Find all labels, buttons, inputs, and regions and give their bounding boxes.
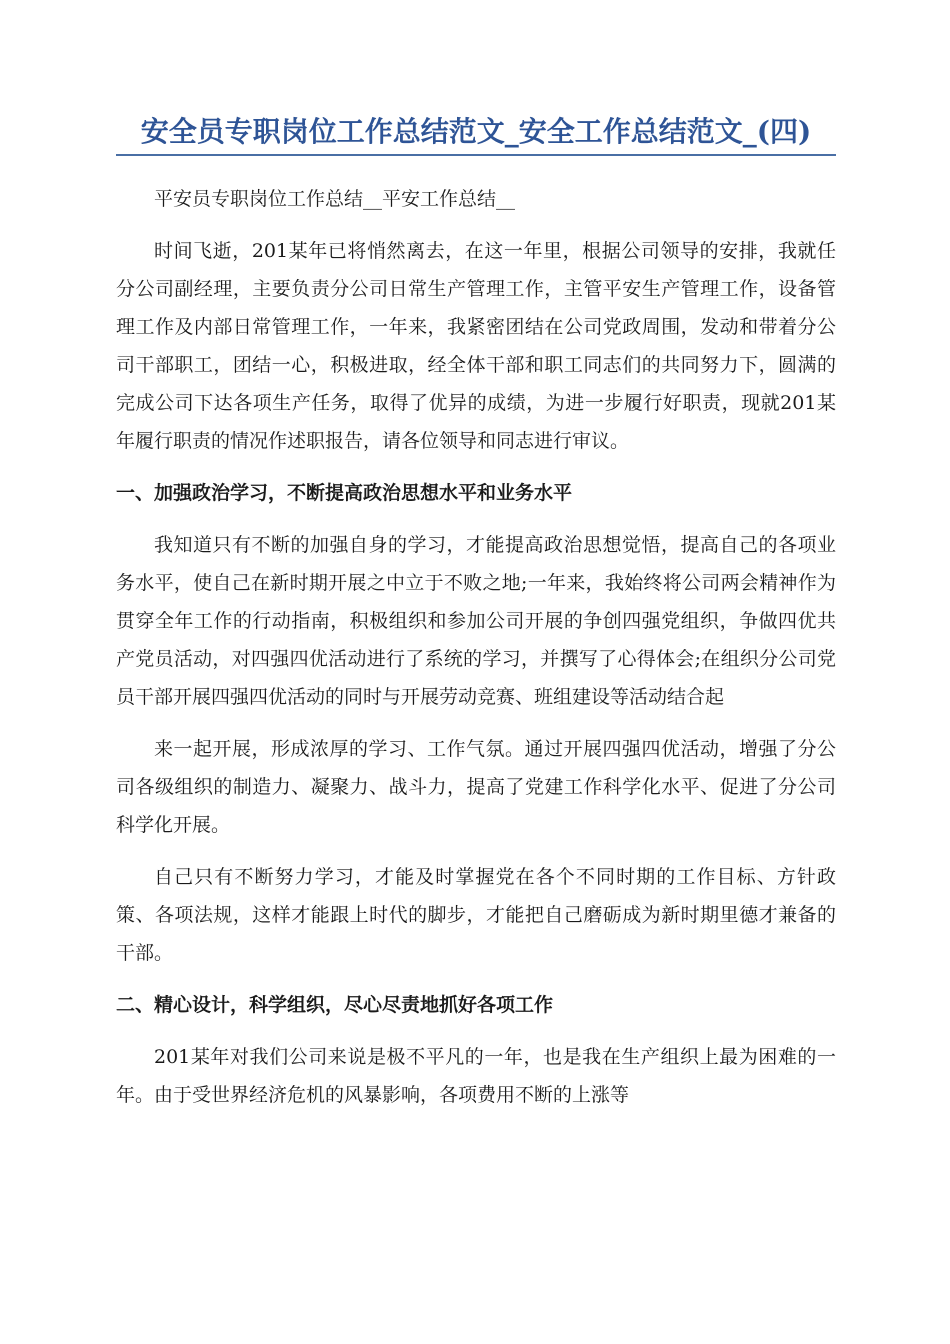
paragraph-intro: 时间飞逝，201某年已将悄然离去，在这一年里，根据公司领导的安排，我就任分公司副经理，主要负责分公司日常生产管理工作，主管平安生产管理工作，设备管理工作及内部日常管理工作，一年来，我紧密团结在公司党政周围，发动和带着分公司干部职工，团结一心，积极进取，经全体干部和职工同志们的共同努力下，圆满的完成公司下达各项生产任务，取得了优异的成绩，为进一步履行好职责，现就201某年履行职责的情况作述职报告，请各位领导和同志进行审议。 xyxy=(116,240,836,452)
paragraph-self-learning: 自己只有不断努力学习，才能及时掌握党在各个不同时期的工作目标、方针政策、各项法规，这样才能跟上时代的脚步，才能把自己磨砺成为新时期里德才兼备的干部。 xyxy=(116,866,836,964)
paragraph-activities: 来一起开展，形成浓厚的学习、工作气氛。通过开展四强四优活动，增强了分公司各级组织的制造力、凝聚力、战斗力，提高了党建工作科学化水平、促进了分公司科学化开展。 xyxy=(116,738,836,836)
paragraph-study: 我知道只有不断的加强自身的学习，才能提高政治思想觉悟，提高自己的各项业务水平，使自己在新时期开展之中立于不败之地;一年来，我始终将公司两会精神作为贯穿全年工作的行动指南，积极组织和参加公司开展的争创四强党组织，争做四优共产党员活动，对四强四优活动进行了系统的学习，并撰写了心得体会;在组织分公司党员干部开展四强四优活动的同时与开展劳动竞赛、班组建设等活动结合起 xyxy=(116,534,836,708)
document-title: 安全员专职岗位工作总结范文_安全工作总结范文_(四) xyxy=(116,112,836,156)
document-subtitle: 平安员专职岗位工作总结__平安工作总结__ xyxy=(154,188,516,210)
section-heading-2: 二、精心设计，科学组织，尽心尽责地抓好各项工作 xyxy=(116,994,554,1016)
section-heading-1: 一、加强政治学习，不断提高政治思想水平和业务水平 xyxy=(116,482,573,504)
document-page xyxy=(116,112,836,1114)
paragraph-year-review: 201某年对我们公司来说是极不平凡的一年，也是我在生产组织上最为困难的一年。由于受世界经济危机的风暴影响，各项费用不断的上涨等 xyxy=(116,1046,836,1106)
